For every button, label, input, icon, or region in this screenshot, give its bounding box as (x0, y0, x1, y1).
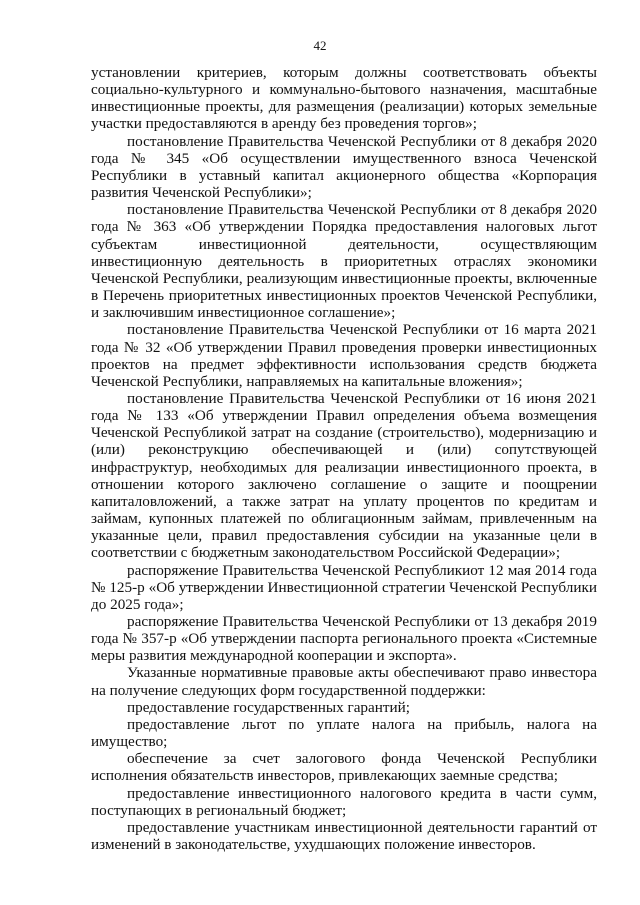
list-item-tax-benefits: предоставление льгот по уплате налога на прибыль, налога на имущество; (91, 715, 597, 751)
list-item-tax-credit: предоставление инвестиционного налогового кредита в части сумм, поступающих в региональный бюджет; (91, 784, 597, 819)
list-item-collateral-fund: обеспечение за счет залогового фонда Чеченской Республики исполнения обязательств инвесторов, привлекающих заемные средства; (91, 750, 597, 785)
paragraph-resolution-133: постановление Правительства Чеченской Республики от 16 июня 2021 года № 133 «Об утверждении Правил определения объема возмещения Чеченской Республикой затрат на создание (строительство), модернизацию и (или) реконструкцию обеспечивающей и (или) сопутствующей инфраструктур, необходимых для реализации инвестиционного проекта, в отношении которого заключено соглашение о защите и поощрении капиталовложений, а также затрат на уплату процентов по кредитам и займам, купонных платежей по облигационным займам, привлеченным на указанные цели, правил предоставления субсидии на указанные цели в соответствии с бюджетным законодательством Российской Федерации»; (91, 389, 597, 562)
paragraph-resolution-345: постановление Правительства Чеченской Республики от 8 декабря 2020 года № 345 «Об осуществлении имущественного взноса Чеченской Республики в уставный капитал акционерного общества «Корпорация развития Чеченской Республики»; (91, 132, 597, 202)
paragraph-order-125: распоряжение Правительства Чеченской Республикиот 12 мая 2014 года № 125-р «Об утверждении Инвестиционной стратегии Чеченской Республики до 2025 года»; (91, 561, 597, 613)
paragraph-resolution-363: постановление Правительства Чеченской Республики от 8 декабря 2020 года № 363 «Об утверждении Порядка предоставления налоговых льгот субъектам инвестиционной деятельности, осуществляющим инвестиционную деятельность в приоритетных отраслях экономики Чеченской Республики, реализующим инвестиционные проекты, включенные в Перечень приоритетных инвестиционных проектов Чеченской Республики, и заключившим инвестиционное соглашение»; (91, 201, 597, 322)
paragraph-order-357: распоряжение Правительства Чеченской Республики от 13 декабря 2019 года № 357-р «Об утверждении паспорта регионального проекта «Системные меры развития международной кооперации и экспорта». (91, 613, 597, 665)
list-item-guarantees: предоставление государственных гарантий; (127, 698, 411, 716)
paragraph-support-intro: Указанные нормативные правовые акты обеспечивают право инвестора на получение следующих форм государственной поддержки: (91, 664, 597, 699)
paragraph-continuation: установлении критериев, которым должны соответствовать объекты социально-культурного и коммунально-бытового назначения, масштабные инвестиционные проекты, для размещения (реализации) которых земельные участки предоставляются в аренду без проведения торгов»; (91, 64, 597, 133)
document-body (91, 64, 597, 853)
page-number: 42 (313, 38, 327, 53)
paragraph-resolution-32: постановление Правительства Чеченской Республики от 16 марта 2021 года № 32 «Об утверждении Правил проведения проверки инвестиционных проектов на предмет эффективности использования средств бюджета Чеченской Республики, направляемых на капитальные вложения»; (91, 321, 597, 390)
list-item-legislation-guarantees: предоставление участникам инвестиционной деятельности гарантий от изменений в законодательстве, ухудшающих положение инвесторов. (91, 818, 597, 854)
